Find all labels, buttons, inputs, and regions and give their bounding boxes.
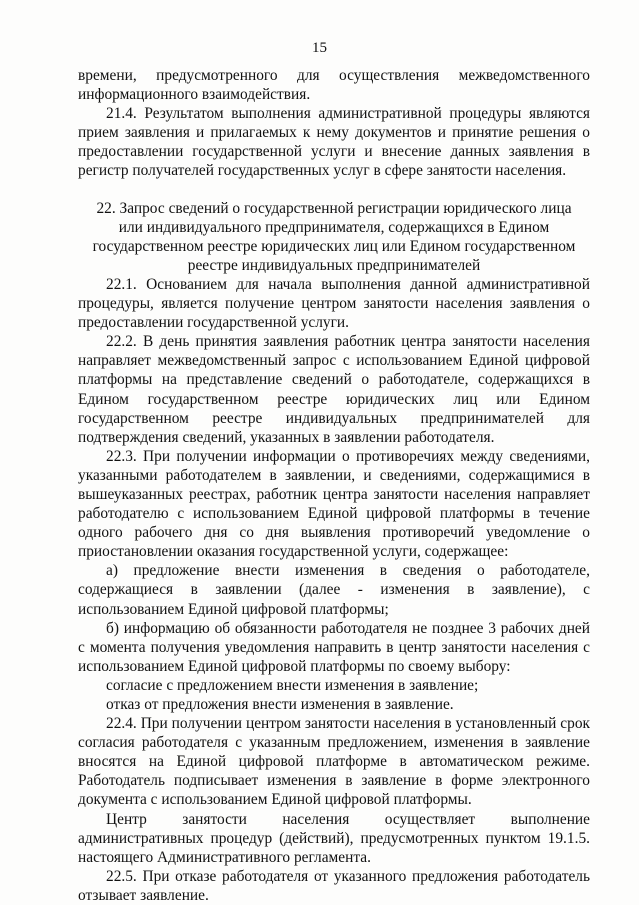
- paragraph-22-3-a: а) предложение внести изменения в сведения о работодателе, содержащиеся в заявлении (далее - изменения в заявление), с использованием Единой цифровой платформы;: [78, 562, 590, 618]
- paragraph-22-2: 22.2. В день принятия заявления работник центра занятости населения направляет межведомственный запрос с использованием Единой цифровой платформы на представление сведений о работодателе, содержащихся в Едином государственном реестре юридических лиц или Едином государственном реестре индивидуальных предпринимателей для подтверждения сведений, указанных в заявлении работодателя.: [78, 333, 590, 446]
- paragraph-22-5: 22.5. При отказе работодателя от указанного предложения работодатель отзывает заявление.: [78, 867, 590, 904]
- paragraph-22-3-b: б) информацию об обязанности работодателя не позднее 3 рабочих дней с момента получения уведомления направить в центр занятости населения с использованием Единой цифровой платформы по своему выбору:: [78, 619, 590, 675]
- page-number: 15: [312, 40, 327, 56]
- paragraph-continuation: времени, предусмотренного для осуществления межведомственного информационного взаимодействия.: [78, 67, 590, 104]
- paragraph-21-4: 21.4. Результатом выполнения административной процедуры являются прием заявления и прилагаемых к нему документов и принятие решения о предоставлении государственной услуги и внесение данных заявления в регистр получателей государственных услуг в сфере занятости населения.: [78, 105, 590, 180]
- option-refusal: отказ от предложения внести изменения в заявление.: [106, 696, 454, 713]
- paragraph-22-4-continued: Центр занятости населения осуществляет выполнение административных процедур (действий), предусмотренных пунктом 19.1.5. настоящего Административного регламента.: [78, 810, 590, 866]
- paragraph-22-1: 22.1. Основанием для начала выполнения данной административной процедуры, является получение центром занятости населения заявления о предоставлении государственной услуги.: [78, 275, 590, 332]
- option-consent: согласие с предложением внести изменения в заявление;: [106, 676, 479, 694]
- paragraph-22-4: 22.4. При получении центром занятости населения в установленный срок согласия работодателя с указанным предложением, изменения в заявление вносятся на Единой цифровой платформе в автоматическом режиме. Работодатель подписывает изменения в заявление в форме электронного документа с использованием Единой цифровой платформы.: [78, 715, 590, 809]
- paragraph-22-3: 22.3. При получении информации о противоречиях между сведениями, указанными работодателем в заявлении, и сведениями, содержащимися в вышеуказанных реестрах, работник центра занятости населения направляет работодателю с использованием Единой цифровой платформы в течение одного рабочего дня со дня выявления противоречий уведомление о приостановлении оказания государственной услуги, содержащее:: [78, 447, 590, 561]
- document-body: [78, 66, 590, 905]
- section-heading-22: 22. Запрос сведений о государственной регистрации юридического лица или индивидуального предпринимателя, содержащихся в Едином государственном реестре юридических лиц или Едином государственном реестре индивидуальных предпринимателей: [92, 199, 576, 274]
